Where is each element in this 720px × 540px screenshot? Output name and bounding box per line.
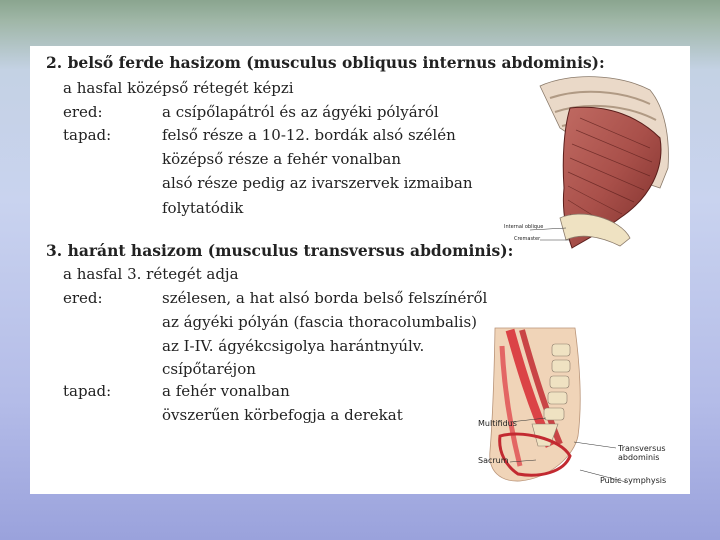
section2-row-value-4: alsó része pedig az ivarszervek izmaiban — [162, 174, 473, 192]
section2-intro: a hasfal középső rétegét képzi — [63, 79, 294, 97]
section3-row-label-5: tapad: — [63, 382, 112, 400]
section3-row-value-1: szélesen, a hat alsó borda belső felszínéről — [162, 289, 488, 307]
multifidus-label: Multifidus — [478, 419, 517, 428]
section2-row-value-5: folytatódik — [162, 199, 244, 217]
internal-oblique-label: Internal oblique — [504, 224, 544, 230]
transversus-label-1: Transversus abdominis — [618, 444, 666, 462]
sacrum-label: Sacrum — [478, 456, 509, 465]
section2-row-value-3: középső része a fehér vonalban — [162, 150, 402, 168]
section3-row-value-2: az ágyéki pólyán (fascia thoracolumbalis) — [162, 313, 478, 331]
section3-intro: a hasfal 3. rétegét adja — [63, 265, 239, 283]
content-panel — [30, 46, 690, 494]
section3-heading: 3. haránt hasizom (musculus transversus abdominis): — [46, 241, 514, 260]
section3-row-value-5: a fehér vonalban — [162, 382, 290, 400]
section2-row-value-2: felső része a 10-12. bordák alsó szélén — [162, 126, 456, 144]
section3-row-value-4: csípőtaréjon — [162, 360, 256, 378]
pubic-symphysis-label: Pubic symphysis — [600, 476, 667, 485]
section3-row-value-6: övszerűen körbefogja a derekat — [162, 406, 403, 424]
section2-row-value-1: a csípőlapátról és az ágyéki pólyáról — [162, 103, 439, 121]
section2-row-label-1: ered: — [63, 103, 103, 121]
section3-row-label-1: ered: — [63, 289, 103, 307]
section2-heading: 2. belső ferde hasizom (musculus obliquus internus abdominis): — [46, 53, 605, 72]
cremaster-label: Cremaster — [514, 236, 541, 242]
internal-oblique-illustration — [500, 68, 690, 253]
section3-row-value-3: az I-IV. ágyékcsigolya harántnyúlv. — [162, 337, 425, 355]
section2-row-label-2: tapad: — [63, 126, 112, 144]
transversus-illustration — [440, 326, 680, 486]
